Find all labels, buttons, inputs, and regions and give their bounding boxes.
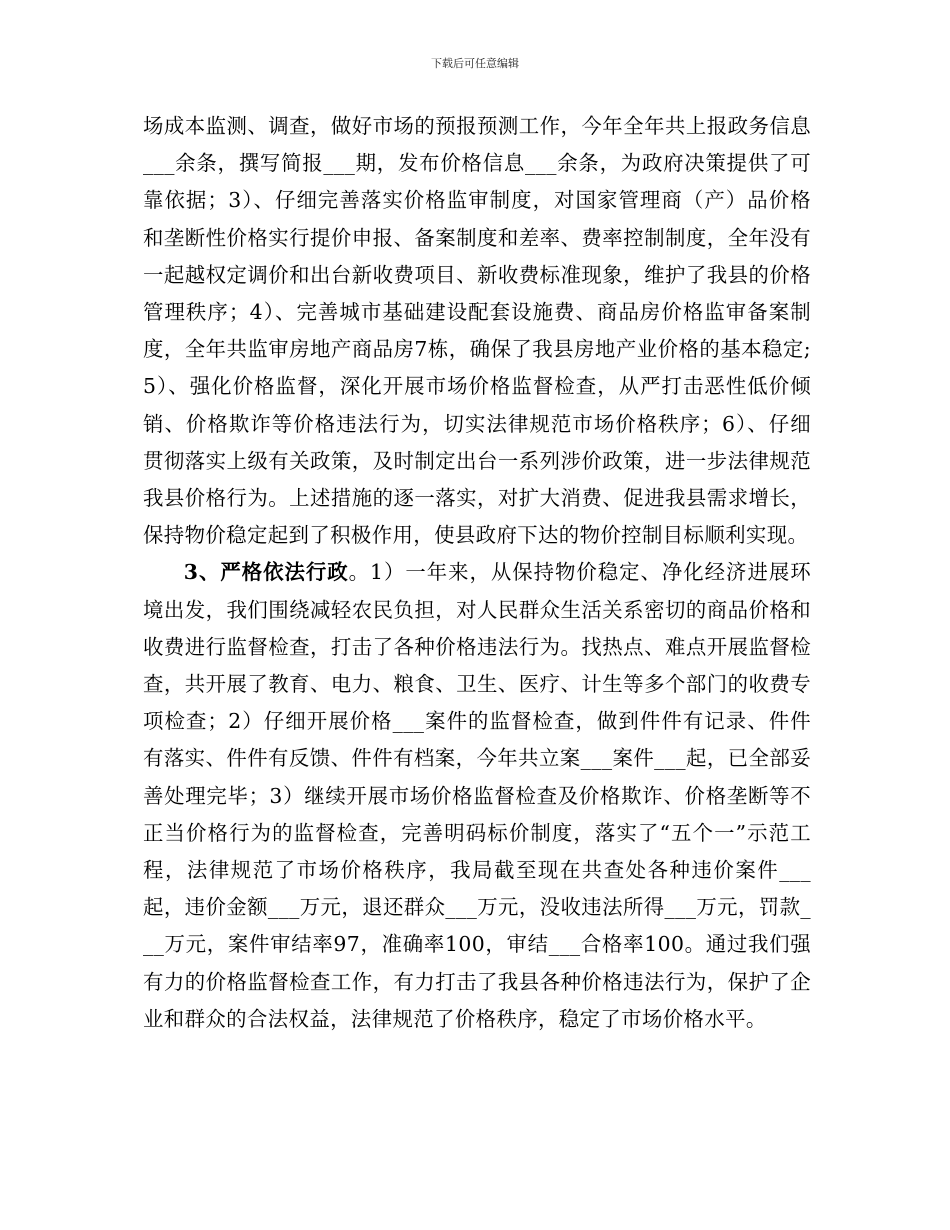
section-heading: 3、严格依法行政 [183,560,349,585]
page-header: 下载后可任意编辑 [431,57,519,70]
paragraph-2 [143,554,811,1038]
document-body [143,108,811,1038]
paragraph-2-body: 。1）一年来，从保持物价稳定、净化经济进展环境出发，我们围绕减轻农民负担，对人民群众生活关系密切的商品价格和收费进行监督检查，打击了各种价格违法行为。找热点、难点开展监督检查，共开展了教育、电力、粮食、卫生、医疗、计生等多个部门的收费专项检查；2）仔细开展价格___案件的监督检查，做到件件有记录、件件有落实、件件有反馈、件件有档案，今年共立案___案件___起，已全部妥善处理完毕；3）继续开展市场价格监督检查及价格欺诈、价格垄断等不正当价格行为的监督检查，完善明码标价制度，落实了“五个一”示范工程，法律规范了市场价格秩序，我局截至现在共查处各种违价案件___起，违价金额___万元，退还群众___万元，没收违法所得___万元，罚款___万元，案件审结率97，准确率100，审结___合格率100。通过我们强有力的价格监督检查工作，有力打击了我县各种价格违法行为，保护了企业和群众的合法权益，法律规范了价格秩序，稳定了市场价格水平。 [143,560,811,1031]
paragraph-1: 场成本监测、调查，做好市场的预报预测工作，今年全年共上报政务信息___余条，撰写简报___期，发布价格信息___余条，为政府决策提供了可靠依据；3）、仔细完善落实价格监审制度，对国家管理商（产）品价格和垄断性价格实行提价申报、备案制度和差率、费率控制制度，全年没有一起越权定调价和出台新收费项目、新收费标准现象，维护了我县的价格管理秩序；4）、完善城市基础建设配套设施费、商品房价格监审备案制度，全年共监审房地产商品房7栋，确保了我县房地产业价格的基本稳定;5）、强化价格监督，深化开展市场价格监督检查，从严打击恶性低价倾销、价格欺诈等价格违法行为，切实法律规范市场价格秩序；6）、仔细贯彻落实上级有关政策，及时制定出台一系列涉价政策，进一步法律规范我县价格行为。上述措施的逐一落实，对扩大消费、促进我县需求增长，保持物价稳定起到了积极作用，使县政府下达的物价控制目标顺利实现。 [143,114,811,548]
